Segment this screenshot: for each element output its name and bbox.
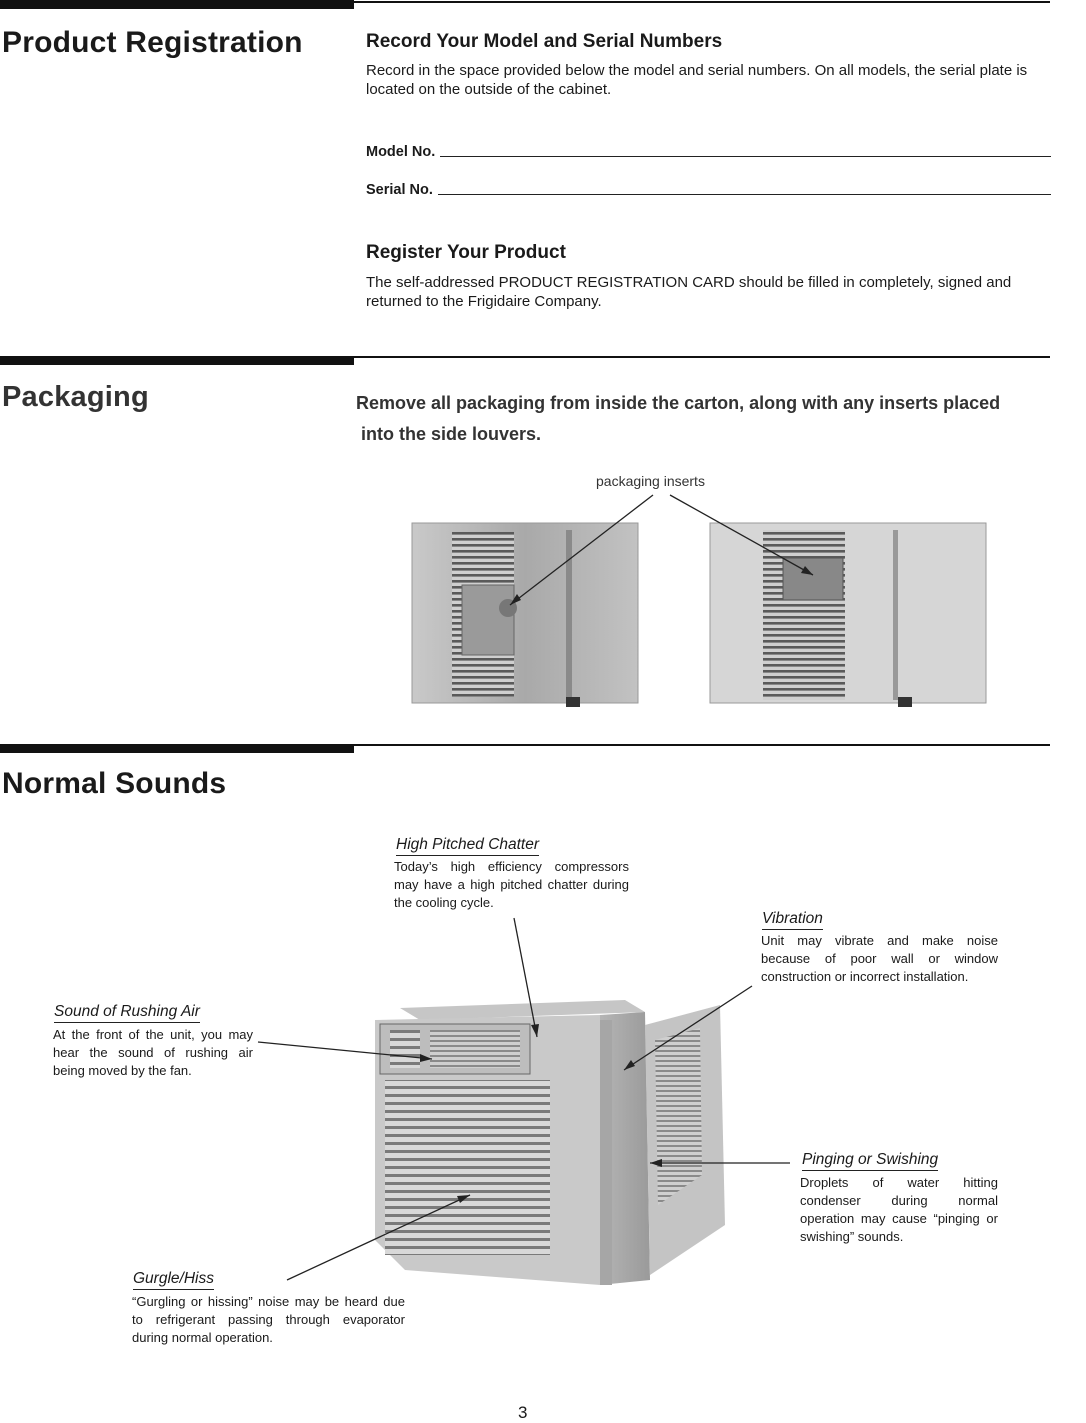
high-pitched-chatter-text: Today’s high efficiency compressors may have a high pitched chatter during the cooling cycle. xyxy=(394,859,629,910)
model-number-label: Model No. xyxy=(366,144,436,160)
vibration-title: Vibration xyxy=(762,910,823,930)
gurgle-hiss-title: Gurgle/Hiss xyxy=(133,1270,214,1290)
page-number: 3 xyxy=(518,1403,528,1422)
pinging-swishing-title: Pinging or Swishing xyxy=(802,1151,938,1171)
normal-sounds-title: Normal Sounds xyxy=(2,767,227,800)
serial-number-label: Serial No. xyxy=(366,182,433,198)
pinging-swishing-text: Droplets of water hitting condenser during normal operation may cause “pinging or swishing” sounds. xyxy=(800,1175,998,1244)
packaging-instruction-line1: Remove all packaging from inside the carton, along with any inserts placed xyxy=(356,393,1001,413)
record-numbers-text: Record in the space provided below the model and serial numbers. On all models, the serial plate is located on the outside of the cabinet. xyxy=(366,62,1028,98)
record-numbers-heading: Record Your Model and Serial Numbers xyxy=(366,31,723,52)
packaging-instruction-line2: into the side louvers. xyxy=(361,424,542,444)
register-product-text: The self-addressed PRODUCT REGISTRATION CARD should be filled in completely, signed and returned to the Frigidaire Company. xyxy=(366,274,1012,310)
high-pitched-chatter-title: High Pitched Chatter xyxy=(396,836,539,856)
rushing-air-text: At the front of the unit, you may hear the sound of rushing air being moved by the fan. xyxy=(53,1027,253,1078)
product-registration-title: Product Registration xyxy=(2,26,303,59)
vibration-text: Unit may vibrate and make noise because of poor wall or window construction or incorrect installation. xyxy=(761,933,998,984)
register-product-heading: Register Your Product xyxy=(366,242,566,263)
packaging-title: Packaging xyxy=(2,381,149,413)
packaging-inserts-callout: packaging inserts xyxy=(596,473,705,489)
gurgle-hiss-text: “Gurgling or hissing” noise may be heard due to refrigerant passing through evaporator during normal operation. xyxy=(132,1294,405,1345)
rushing-air-title: Sound of Rushing Air xyxy=(54,1003,200,1023)
